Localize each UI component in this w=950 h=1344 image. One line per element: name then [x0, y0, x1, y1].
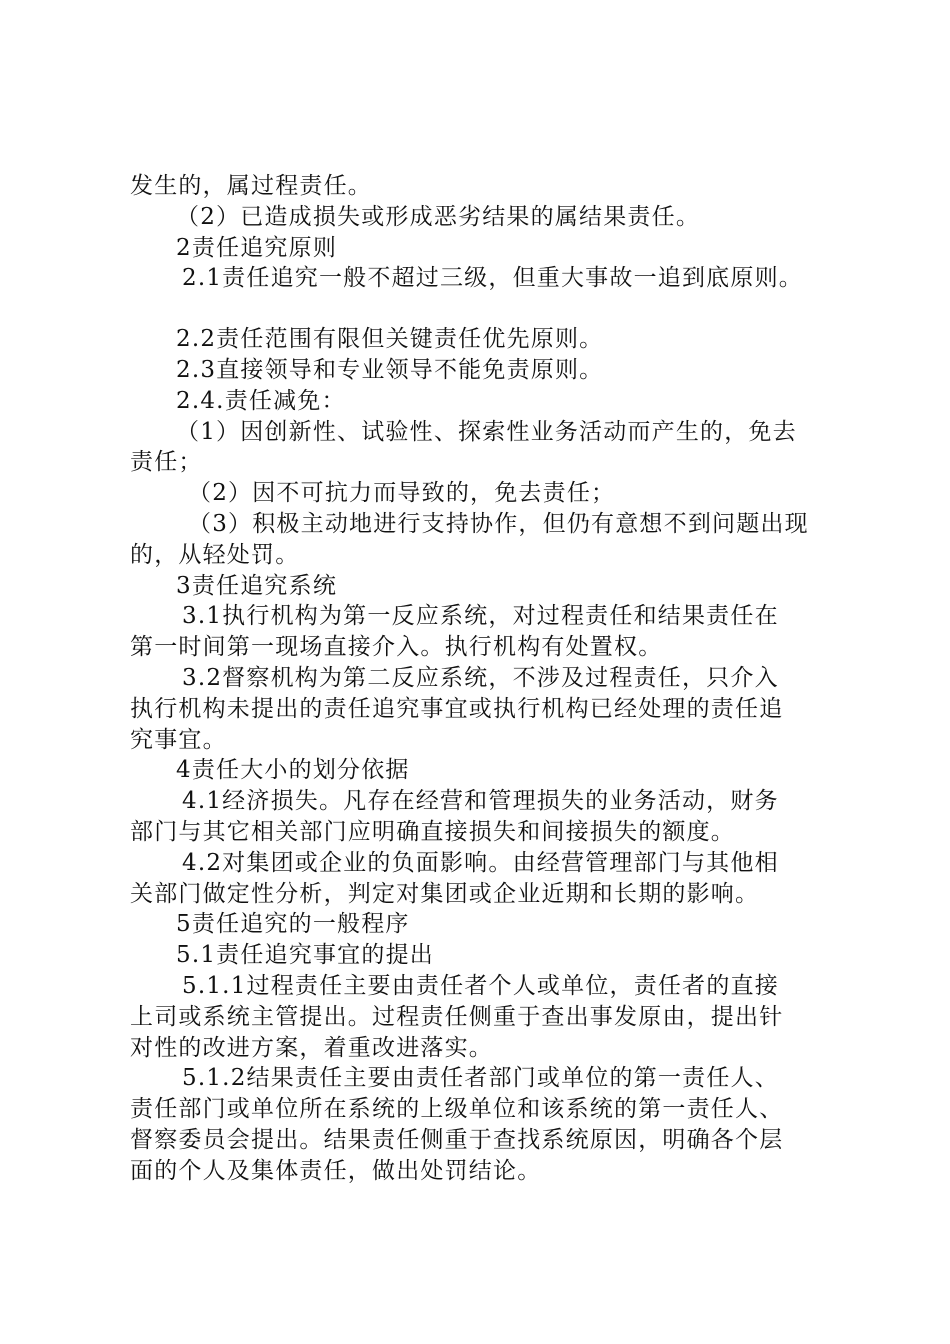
paragraph-line: 4.2对集团或企业的负面影响。由经营管理部门与其他相: [182, 849, 779, 876]
paragraph-line: 3.1执行机构为第一反应系统，对过程责任和结果责任在: [182, 603, 779, 630]
paragraph-line: 执行机构未提出的责任追究事宜或执行机构已经处理的责任追: [130, 695, 784, 722]
paragraph-line: 发生的，属过程责任。: [130, 173, 372, 199]
paragraph-line: 5.1责任追究事宜的提出: [176, 942, 434, 969]
paragraph-line: 部门与其它相关部门应明确直接损失和间接损失的额度。: [130, 818, 735, 845]
paragraph-line: 究事宜。: [130, 726, 227, 753]
paragraph-line: 上司或系统主管提出。过程责任侧重于查出事发原由，提出针: [130, 1003, 784, 1030]
section-heading: 3责任追究系统: [176, 572, 338, 599]
paragraph-line: 的，从轻处罚。: [130, 541, 300, 568]
paragraph-line: 督察委员会提出。结果责任侧重于查找系统原因，明确各个层: [130, 1126, 784, 1153]
paragraph-line: 5.1.2结果责任主要由责任者部门或单位的第一责任人、: [182, 1065, 779, 1092]
blank-gap: [130, 294, 830, 324]
paragraph-line: 责任部门或单位所在系统的上级单位和该系统的第一责任人、: [130, 1096, 784, 1123]
paragraph-line: 面的个人及集体责任，做出处罚结论。: [130, 1157, 542, 1184]
paragraph-line: 第一时间第一现场直接介入。执行机构有处置权。: [130, 634, 663, 661]
paragraph-line: （2）因不可抗力而导致的，免去责任；: [188, 480, 616, 507]
paragraph-line: 3.2督察机构为第二反应系统，不涉及过程责任，只介入: [182, 664, 779, 691]
paragraph-line: 2.2责任范围有限但关键责任优先原则。: [176, 326, 604, 353]
section-heading: 5责任追究的一般程序: [176, 911, 410, 938]
section-heading: 4责任大小的划分依据: [176, 757, 410, 784]
paragraph-line: 责任；: [130, 449, 203, 476]
paragraph-line: 对性的改进方案，着重改进落实。: [130, 1034, 493, 1061]
paragraph-line: 2.3直接领导和专业领导不能免责原则。: [176, 356, 604, 383]
paragraph-line: （3）积极主动地进行支持协作，但仍有意想不到问题出现: [188, 510, 809, 537]
paragraph-line: 4.1经济损失。凡存在经营和管理损失的业务活动，财务: [182, 788, 779, 815]
paragraph-line: 2.4.责任减免：: [176, 387, 346, 414]
paragraph-line: 关部门做定性分析，判定对集团或企业近期和长期的影响。: [130, 880, 760, 907]
section-heading: 2责任追究原则: [176, 234, 338, 261]
paragraph-line: （1）因创新性、试验性、探索性业务活动而产生的，免去: [176, 418, 797, 445]
document-body: [130, 171, 830, 1187]
paragraph-line: 2.1责任追究一般不超过三级，但重大事故一追到底原则。: [182, 265, 803, 292]
paragraph-line: 5.1.1过程责任主要由责任者个人或单位，责任者的直接: [182, 972, 779, 999]
paragraph-line: （2）已造成损失或形成恶劣结果的属结果责任。: [176, 203, 701, 230]
